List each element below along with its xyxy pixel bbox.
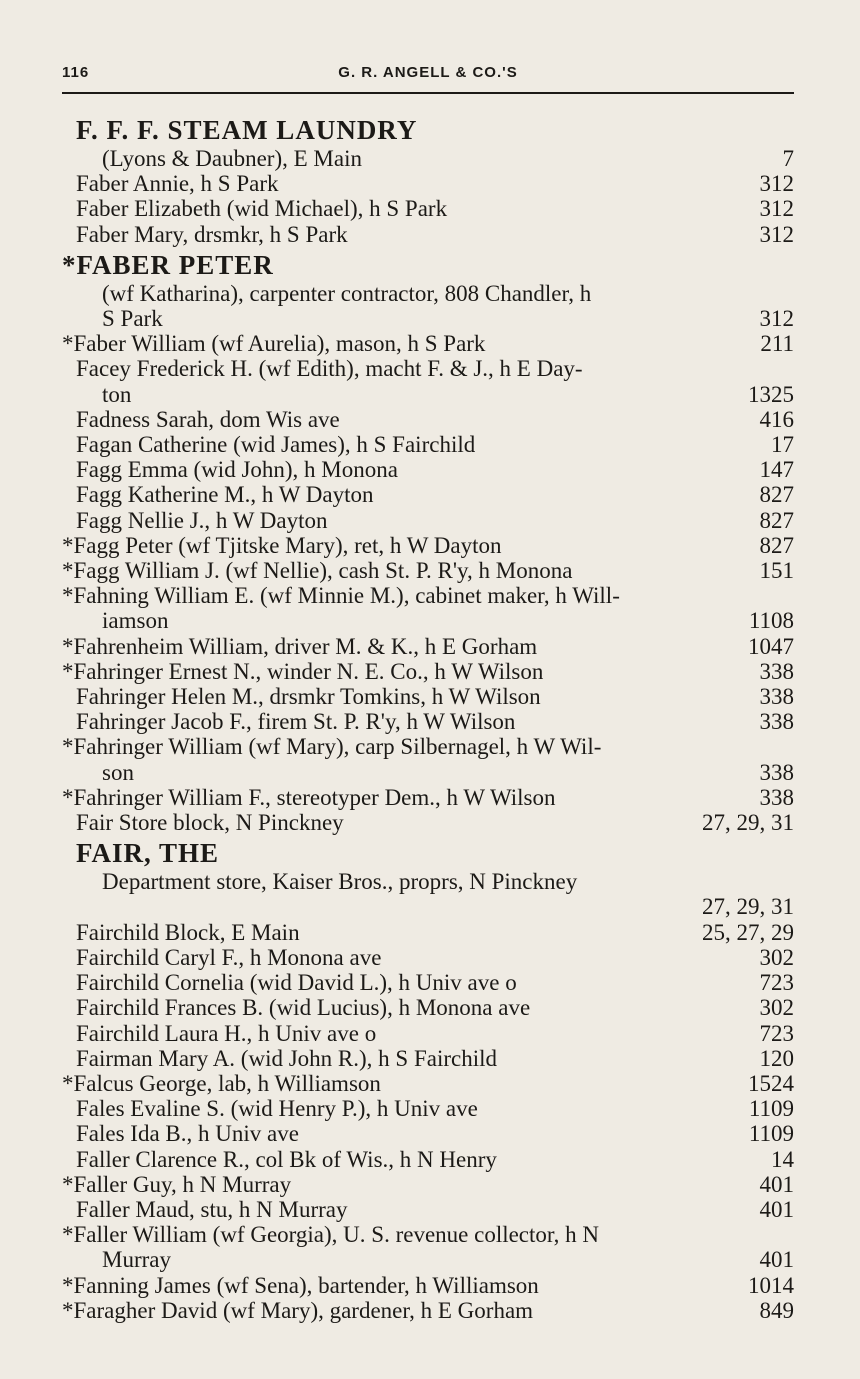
page-reference: 211 <box>760 331 794 357</box>
directory-entries <box>62 112 794 1323</box>
directory-entry <box>62 970 794 995</box>
detail-text: Department store, Kaiser Bros., proprs, N Pinckney <box>102 869 578 895</box>
entry-text: Fagg Nellie J., h W Dayton <box>76 507 328 533</box>
directory-entry <box>62 1121 794 1146</box>
entry-text: Fagg Katherine M., h W Dayton <box>76 482 374 508</box>
entry-text: *Faber William (wf Aurelia), mason, h S Park <box>62 331 486 357</box>
entry-text: Fagg Emma (wid John), h Monona <box>76 457 398 483</box>
detail-text: (wf Katharina), carpenter contractor, 808 Chandler, h <box>102 280 592 306</box>
running-title: G. R. ANGELL & CO.'S <box>338 64 518 81</box>
directory-entry <box>62 1046 794 1071</box>
page-reference: 312 <box>759 221 794 247</box>
directory-entry <box>62 995 794 1020</box>
directory-entry <box>62 945 794 970</box>
page-reference: 1325 <box>748 381 794 407</box>
page-reference: 338 <box>759 759 794 785</box>
entry-text: *Fahning William E. (wf Minnie M.), cabinet maker, h Will- <box>62 583 620 609</box>
entry-continuation: ton <box>102 381 132 407</box>
entry-text: Fairchild Caryl F., h Monona ave <box>76 944 382 970</box>
business-heading: F. F. F. STEAM LAUNDRY <box>76 115 418 145</box>
page-reference: 312 <box>759 171 794 197</box>
entry-text: Faller Maud, stu, h N Murray <box>76 1196 348 1222</box>
directory-entry <box>62 684 794 709</box>
business-heading: FAIR, THE <box>76 838 220 869</box>
page-reference: 120 <box>759 1045 794 1071</box>
page-reference: 723 <box>759 970 794 996</box>
entry-text: Fahringer Jacob F., firem St. P. R'y, h W Wilson <box>76 709 516 735</box>
entry-continuation: Murray <box>102 1247 171 1273</box>
directory-entry <box>62 407 794 432</box>
page-reference: 1524 <box>748 1070 794 1096</box>
page-reference: 27, 29, 31 <box>702 810 794 836</box>
directory-entry <box>62 331 794 356</box>
entry-continuation: son <box>102 759 134 785</box>
page-reference: 14 <box>771 1146 794 1172</box>
page-reference: 1108 <box>748 608 794 634</box>
entry-text: Fairchild Frances B. (wid Lucius), h Monona ave <box>76 995 531 1021</box>
header-rule <box>62 92 794 94</box>
page-reference: 312 <box>759 306 794 332</box>
entry-text: *Falcus George, lab, h Williamson <box>62 1070 381 1096</box>
entry-text: *Fagg William J. (wf Nellie), cash St. P. R'y, h Monona <box>62 558 573 584</box>
directory-entry <box>62 634 794 659</box>
business-heading: *FABER PETER <box>62 249 274 280</box>
entry-text: Faller Clarence R., col Bk of Wis., h N Henry <box>76 1146 497 1172</box>
page-reference: 27, 29, 31 <box>702 894 794 920</box>
page-reference: 17 <box>771 432 794 458</box>
entry-text: *Faller Guy, h N Murray <box>62 1171 292 1197</box>
page-reference: 151 <box>759 558 794 584</box>
directory-entry <box>62 1096 794 1121</box>
page-reference: 7 <box>782 146 794 171</box>
entry-text: Faber Mary, drsmkr, h S Park <box>76 221 348 247</box>
page-reference: 401 <box>759 1171 794 1197</box>
page-reference: 849 <box>759 1297 794 1323</box>
directory-entry <box>62 222 794 247</box>
directory-entry <box>62 583 794 633</box>
entry-text: Fairchild Cornelia (wid David L.), h Univ ave o <box>76 970 517 996</box>
directory-entry <box>62 508 794 533</box>
entry-continuation: iamson <box>102 608 169 634</box>
directory-entry <box>62 1172 794 1197</box>
directory-entry <box>62 810 794 835</box>
page-reference: 312 <box>759 196 794 222</box>
page-reference: 1109 <box>748 1121 794 1147</box>
detail-text: (Lyons & Daubner), E Main <box>102 146 362 171</box>
entry-text: Fairchild Block, E Main <box>76 919 300 945</box>
entry-text: *Faragher David (wf Mary), gardener, h E Gorham <box>62 1297 534 1323</box>
directory-entry <box>62 432 794 457</box>
directory-entry <box>62 920 794 945</box>
page-reference: 401 <box>759 1196 794 1222</box>
page-reference: 1047 <box>748 633 794 659</box>
page-reference: 1109 <box>748 1096 794 1122</box>
entry-text: Fair Store block, N Pinckney <box>76 810 344 836</box>
page-header <box>62 62 794 86</box>
business-detail <box>62 281 794 331</box>
entry-text: Faber Annie, h S Park <box>76 171 279 197</box>
entry-text: Fahringer Helen M., drsmkr Tomkins, h W Wilson <box>76 684 541 710</box>
directory-entry <box>62 533 794 558</box>
entry-text: *Fahringer Ernest N., winder N. E. Co., h W Wilson <box>62 658 544 684</box>
directory-entry <box>62 1021 794 1046</box>
page-reference: 827 <box>759 532 794 558</box>
directory-entry <box>62 196 794 221</box>
page-reference: 827 <box>759 482 794 508</box>
page-reference: 723 <box>759 1020 794 1046</box>
entry-text: Fagan Catherine (wid James), h S Fairchild <box>76 432 476 458</box>
directory-entry <box>62 785 794 810</box>
entry-text: Fadness Sarah, dom Wis ave <box>76 406 340 432</box>
entry-text: *Fahrenheim William, driver M. & K., h E Gorham <box>62 633 538 659</box>
entry-text: *Fagg Peter (wf Tjitske Mary), ret, h W Dayton <box>62 532 502 558</box>
directory-entry <box>62 356 794 406</box>
directory-entry <box>62 1273 794 1298</box>
page-reference: 338 <box>759 709 794 735</box>
page-reference: 416 <box>759 406 794 432</box>
page-reference: 302 <box>759 944 794 970</box>
page-reference: 147 <box>759 457 794 483</box>
directory-entry <box>62 1298 794 1323</box>
entry-text: *Fanning James (wf Sena), bartender, h Williamson <box>62 1272 539 1298</box>
page-reference: 302 <box>759 995 794 1021</box>
page-reference: 338 <box>759 658 794 684</box>
page-reference: 1014 <box>748 1272 794 1298</box>
page-reference: 827 <box>759 507 794 533</box>
directory-entry <box>62 1071 794 1096</box>
directory-entry <box>62 457 794 482</box>
directory-entry <box>62 709 794 734</box>
page-reference: 25, 27, 29 <box>702 919 794 945</box>
entry-text: Fairchild Laura H., h Univ ave o <box>76 1020 377 1046</box>
directory-entry <box>62 1197 794 1222</box>
directory-entry <box>62 482 794 507</box>
entry-text: Fales Evaline S. (wid Henry P.), h Univ ave <box>76 1096 478 1122</box>
entry-text: *Faller William (wf Georgia), U. S. revenue collector, h N <box>62 1222 600 1248</box>
page-reference: 401 <box>759 1247 794 1273</box>
entry-text: Fairman Mary A. (wid John R.), h S Fairchild <box>76 1045 497 1071</box>
page-reference: 338 <box>759 784 794 810</box>
directory-entry <box>62 734 794 784</box>
entry-text: Faber Elizabeth (wid Michael), h S Park <box>76 196 448 222</box>
page-reference: 338 <box>759 684 794 710</box>
directory-entry <box>62 1147 794 1172</box>
business-detail <box>62 869 794 894</box>
directory-entry <box>62 558 794 583</box>
directory-entry <box>62 1222 794 1272</box>
page-number: 116 <box>62 64 90 81</box>
directory-entry <box>62 171 794 196</box>
directory-entry <box>62 659 794 684</box>
entry-text: Facey Frederick H. (wf Edith), macht F. & J., h E Day- <box>76 356 583 382</box>
entry-text: *Fahringer William (wf Mary), carp Silbernagel, h W Wil- <box>62 734 602 760</box>
detail-continuation: S Park <box>102 306 163 332</box>
entry-text: Fales Ida B., h Univ ave <box>76 1121 299 1147</box>
business-detail <box>62 146 794 171</box>
entry-text: *Fahringer William F., stereotyper Dem., h W Wilson <box>62 784 556 810</box>
